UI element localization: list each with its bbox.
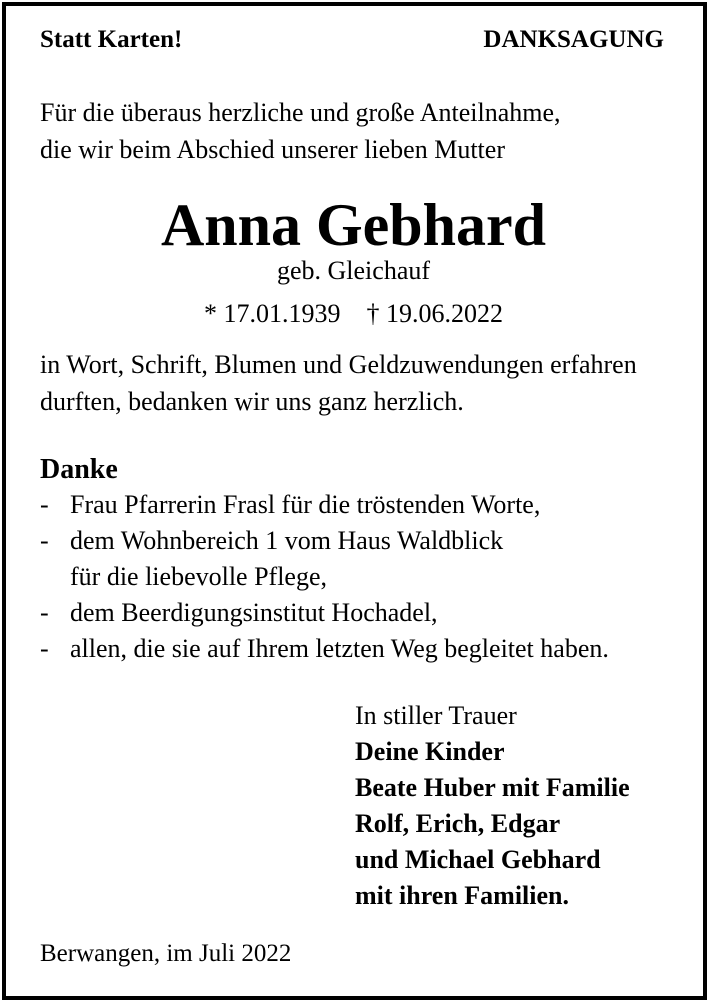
list-item-continuation: für die liebevolle Pflege,	[70, 562, 328, 591]
list-item	[40, 631, 609, 667]
list-item-text: Frau Pfarrerin Frasl für die tröstenden Worte,	[70, 490, 541, 519]
thanks-list	[40, 487, 609, 667]
mourners-block	[355, 698, 630, 914]
header-danksagung: DANKSAGUNG	[483, 26, 664, 53]
mourner-line: mit ihren Familien.	[355, 881, 570, 910]
mourner-line: und Michael Gebhard	[355, 845, 601, 874]
mourners-intro: In stiller Trauer	[355, 701, 517, 730]
deceased-name: Anna Gebhard	[160, 192, 547, 258]
thanks-line-1: in Wort, Schrift, Blumen und Geldzuwendungen erfahren	[40, 350, 637, 379]
intro-text	[40, 94, 561, 168]
birth-name: geb. Gleichauf	[276, 256, 431, 285]
header-statt-karten: Statt Karten!	[40, 26, 183, 53]
intro-line-1: Für die überaus herzliche und große Anteilnahme,	[40, 98, 561, 127]
thanks-text	[40, 346, 637, 420]
intro-line-2: die wir beim Abschied unserer lieben Mutter	[40, 135, 505, 164]
place-date: Berwangen, im Juli 2022	[40, 940, 292, 967]
list-dash: -	[40, 598, 49, 627]
list-item-text: allen, die sie auf Ihrem letzten Weg begleitet haben.	[70, 634, 609, 663]
list-dash: -	[40, 634, 49, 663]
life-dates	[0, 299, 707, 329]
list-item-text: dem Beerdigungsinstitut Hochadel,	[70, 598, 438, 627]
list-item	[40, 487, 609, 523]
birth-date: * 17.01.1939	[204, 299, 341, 328]
thanks-line-2: durften, bedanken wir uns ganz herzlich.	[40, 387, 464, 416]
death-date: † 19.06.2022	[366, 299, 503, 328]
list-dash: -	[40, 526, 49, 555]
list-item-text: dem Wohnbereich 1 vom Haus Waldblick	[70, 526, 504, 555]
list-dash: -	[40, 490, 49, 519]
list-item	[40, 523, 609, 559]
danke-heading: Danke	[40, 454, 118, 485]
list-item	[40, 595, 609, 631]
mourner-line: Deine Kinder	[355, 737, 505, 766]
mourner-line: Rolf, Erich, Edgar	[355, 809, 561, 838]
mourner-line: Beate Huber mit Familie	[355, 773, 630, 802]
